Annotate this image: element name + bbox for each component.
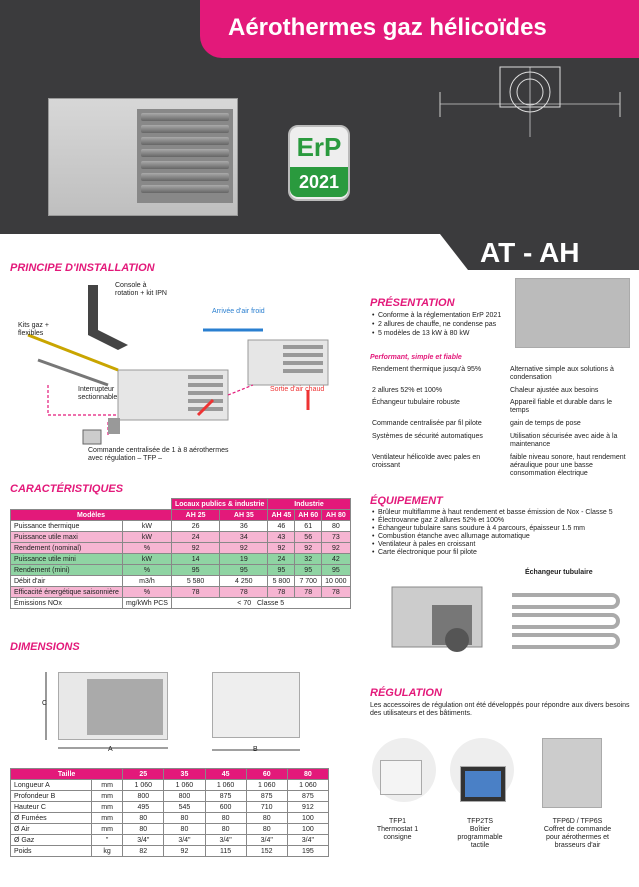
row-unit: %: [122, 565, 171, 576]
page-title: Aérothermes gaz hélicoïdes: [228, 14, 547, 41]
pair-right: Chaleur ajustée aux besoins: [510, 387, 599, 394]
presentation-title: PRÉSENTATION: [370, 297, 455, 309]
row-value: 78: [322, 587, 350, 598]
heater-photo: [48, 98, 238, 216]
row-value: 78: [268, 587, 295, 598]
row-value: 92: [268, 543, 295, 554]
reg-item-desc: Thermostat 1 consigne: [376, 826, 419, 841]
row-value: 92: [295, 543, 322, 554]
list-item: • Conforme à la réglementation ErP 2021: [372, 311, 512, 320]
row-value: 80: [246, 824, 287, 835]
table-row: [11, 554, 351, 565]
row-unit: mm: [91, 780, 122, 791]
label-console: Console à rotation + kit IPN: [115, 282, 167, 297]
row-value: 95: [171, 565, 219, 576]
row-label: Ø Fumées: [11, 813, 92, 824]
row-value: 42: [322, 554, 350, 565]
thermostat-shape: [380, 760, 422, 795]
row-label: Profondeur B: [11, 791, 92, 802]
row-value: 545: [164, 802, 205, 813]
row-value: 875: [287, 791, 328, 802]
row-value: 24: [268, 554, 295, 565]
size-header: Taille: [11, 769, 123, 780]
model-tab-corner: [440, 234, 468, 270]
reg-item-name: TFP2TS: [466, 818, 494, 825]
nox-value: < 70: [237, 599, 252, 607]
model-col: AH 35: [220, 510, 268, 521]
pair-right: Alternative simple aux solutions à condensation: [510, 366, 614, 381]
row-label: Rendement (nominal): [11, 543, 123, 554]
row-value: 95: [268, 565, 295, 576]
dim-label-b: B: [253, 746, 258, 753]
row-value: 800: [164, 791, 205, 802]
size-col: 35: [164, 769, 205, 780]
row-value: 3/4": [246, 835, 287, 846]
group2-header: Industrie: [268, 499, 350, 510]
row-value: 80: [246, 813, 287, 824]
model-col: AH 60: [295, 510, 322, 521]
row-unit: mm: [91, 813, 122, 824]
tfp6-photo: [542, 738, 602, 808]
table-row: [11, 521, 351, 532]
row-value: 100: [287, 824, 328, 835]
pair-left: 2 allures 52% et 100%: [372, 387, 443, 394]
dim-arrows: [40, 668, 310, 758]
size-col: 80: [287, 769, 328, 780]
row-label: Poids: [11, 846, 92, 857]
pair-right: faible niveau sonore, haut rendement aéraulique pour une basse consommation électrique: [510, 454, 626, 477]
equipement-bullets: [372, 509, 634, 557]
row-value: 912: [287, 802, 328, 813]
pair-right: Appareil fiable et durable dans le temps: [510, 399, 612, 414]
row-value: 3/4": [123, 835, 164, 846]
pair-left: Systèmes de sécurité automatiques: [372, 433, 483, 440]
table-row: [11, 835, 329, 846]
row-unit: mm: [91, 791, 122, 802]
row-value: 80: [123, 813, 164, 824]
nox-unit: mg/kWh PCS: [122, 598, 171, 609]
model-tab: [468, 234, 639, 270]
erp-label: ErP: [296, 132, 342, 162]
row-value: 80: [205, 813, 246, 824]
row-value: 1 060: [164, 780, 205, 791]
label-interrupteur: Interrupteur sectionnable: [78, 386, 118, 401]
screen-shape: [460, 766, 506, 802]
row-unit: ": [91, 835, 122, 846]
row-value: 80: [205, 824, 246, 835]
row-unit: mm: [91, 802, 122, 813]
dimensions-title: DIMENSIONS: [10, 641, 80, 653]
row-unit: %: [122, 587, 171, 598]
pair-right: Utilisation sécurisée avec aide à la maintenance: [510, 433, 618, 448]
row-value: 195: [287, 846, 328, 857]
row-value: 26: [171, 521, 219, 532]
regulation-title: RÉGULATION: [370, 687, 442, 699]
row-value: 3/4": [287, 835, 328, 846]
row-value: 495: [123, 802, 164, 813]
burner-photo: [372, 575, 632, 670]
row-value: 10 000: [322, 576, 350, 587]
row-value: 78: [295, 587, 322, 598]
size-col: 25: [123, 769, 164, 780]
row-value: 19: [220, 554, 268, 565]
row-value: 1 060: [205, 780, 246, 791]
row-value: 3/4": [205, 835, 246, 846]
row-value: 46: [268, 521, 295, 532]
table-row: [11, 780, 329, 791]
row-value: 80: [164, 824, 205, 835]
nox-label: Émissions NOx: [11, 598, 123, 609]
table-row: [11, 802, 329, 813]
label-commande: Commande centralisée de 1 à 8 aérothermes avec régulation – TFP –: [88, 447, 229, 462]
size-col: 60: [246, 769, 287, 780]
row-value: 95: [220, 565, 268, 576]
row-unit: %: [122, 543, 171, 554]
pair-right: gain de temps de pose: [510, 420, 581, 427]
row-value: 7 700: [295, 576, 322, 587]
pair-left: Commande centralisée par fil pilote: [372, 420, 482, 427]
reg-item-desc: Coffret de commande pour aérothermes et brasseurs d'air: [543, 826, 612, 849]
list-item: • Échangeur tubulaire sans soudure à 4 parcours, épaisseur 1.5 mm: [372, 525, 634, 533]
row-value: 1 060: [287, 780, 328, 791]
row-value: 875: [246, 791, 287, 802]
exchanger-photo: [515, 278, 630, 348]
model-col: AH 80: [322, 510, 350, 521]
row-value: 56: [295, 532, 322, 543]
row-value: 80: [164, 813, 205, 824]
row-value: 43: [268, 532, 295, 543]
reg-item-name: TFP1: [388, 818, 407, 825]
size-col: 45: [205, 769, 246, 780]
row-value: 5 800: [268, 576, 295, 587]
row-value: 36: [220, 521, 268, 532]
presentation-bullets: [372, 311, 512, 338]
row-value: 95: [295, 565, 322, 576]
row-value: 82: [123, 846, 164, 857]
table-row: [11, 587, 351, 598]
carac-title: CARACTÉRISTIQUES: [10, 483, 124, 495]
row-value: 600: [205, 802, 246, 813]
reg-item-desc: Boîtier programmable tactile: [457, 826, 503, 849]
row-unit: kg: [91, 846, 122, 857]
row-value: 92: [171, 543, 219, 554]
row-label: Puissance thermique: [11, 521, 123, 532]
row-value: 800: [123, 791, 164, 802]
dim-label-a: A: [108, 746, 113, 753]
table-row: [11, 576, 351, 587]
presentation-subtitle: Performant, simple et fiable: [370, 354, 462, 361]
dim-label-c: C: [42, 700, 48, 707]
equipement-title: ÉQUIPEMENT: [370, 495, 443, 507]
row-label: Rendement (mini): [11, 565, 123, 576]
row-value: 14: [171, 554, 219, 565]
row-value: 875: [205, 791, 246, 802]
row-value: 61: [295, 521, 322, 532]
row-value: 3/4": [164, 835, 205, 846]
row-value: 152: [246, 846, 287, 857]
pair-left: Ventilateur hélicoïde avec pales en croissant: [372, 454, 481, 469]
row-value: 80: [123, 824, 164, 835]
table-row: [11, 532, 351, 543]
group1-header: Locaux publics & industrie: [171, 499, 267, 510]
pair-left: Rendement thermique jusqu'à 95%: [372, 366, 482, 373]
row-value: 92: [322, 543, 350, 554]
erp-year: 2021: [290, 167, 348, 197]
table-row: [11, 846, 329, 857]
carac-table: [10, 498, 351, 609]
heater-grill: [137, 109, 233, 203]
row-unit: m3/h: [122, 576, 171, 587]
row-unit: mm: [91, 824, 122, 835]
dimensions-table: [10, 768, 329, 857]
model-col: AH 45: [268, 510, 295, 521]
table-row: [11, 565, 351, 576]
label-sortie: Sortie d'air chaud: [270, 386, 325, 393]
row-value: 34: [220, 532, 268, 543]
row-label: Hauteur C: [11, 802, 92, 813]
regulation-text: Les accessoires de régulation ont été développés pour répondre aux divers besoins des utilisateurs et des bâtiments.: [370, 702, 630, 717]
row-value: 115: [205, 846, 246, 857]
install-title: PRINCIPE D'INSTALLATION: [10, 262, 155, 274]
table-row: [11, 543, 351, 554]
row-label: Débit d'air: [11, 576, 123, 587]
row-value: 1 060: [246, 780, 287, 791]
row-label: Efficacité énergétique saisonnière: [11, 587, 123, 598]
row-value: 80: [322, 521, 350, 532]
row-value: 5 580: [171, 576, 219, 587]
row-label: Longueur A: [11, 780, 92, 791]
row-value: 78: [171, 587, 219, 598]
row-label: Puissance utile mini: [11, 554, 123, 565]
pair-left: Échangeur tubulaire robuste: [372, 399, 460, 406]
title-bar: [200, 0, 639, 58]
label-arrivee: Arrivée d'air froid: [212, 308, 265, 315]
label-kits: Kits gaz + flexibles: [18, 322, 49, 337]
models-header: Modèles: [11, 510, 172, 521]
reg-item-name: TFP6D / TFP6S: [552, 818, 603, 825]
list-item: • 5 modèles de 13 kW à 80 kW: [372, 329, 512, 338]
row-label: Ø Air: [11, 824, 92, 835]
table-row: [11, 824, 329, 835]
row-value: 32: [295, 554, 322, 565]
row-unit: kW: [122, 554, 171, 565]
model-col: AH 25: [171, 510, 219, 521]
list-item: • 2 allures de chauffe, ne condense pas: [372, 320, 512, 329]
fan-drawing-icon: [430, 62, 630, 142]
list-item: • Ventilateur à pales en croissant: [372, 541, 634, 549]
row-value: 95: [322, 565, 350, 576]
list-item: • Carte électronique pour fil pilote: [372, 549, 634, 557]
row-value: 710: [246, 802, 287, 813]
nox-classe: Classe 5: [256, 599, 285, 607]
presentation-pairs: [372, 366, 632, 496]
row-label: Puissance utile maxi: [11, 532, 123, 543]
row-unit: kW: [122, 521, 171, 532]
row-value: 92: [164, 846, 205, 857]
model-name: AT - AH: [480, 237, 580, 268]
list-item: • Combustion étanche avec allumage automatique: [372, 533, 634, 541]
row-value: 4 250: [220, 576, 268, 587]
row-value: 78: [220, 587, 268, 598]
row-label: Ø Gaz: [11, 835, 92, 846]
echangeur-label: Échangeur tubulaire: [525, 569, 593, 576]
row-value: 1 060: [123, 780, 164, 791]
table-row: [11, 791, 329, 802]
row-value: 24: [171, 532, 219, 543]
list-item: • Électrovanne gaz 2 allures 52% et 100%: [372, 517, 634, 525]
row-value: 100: [287, 813, 328, 824]
table-row: [11, 813, 329, 824]
erp-badge: [288, 125, 350, 201]
list-item: • Brûleur multiflamme à haut rendement et basse émission de Nox - Classe 5: [372, 509, 634, 517]
install-diagram: [8, 275, 358, 475]
row-value: 92: [220, 543, 268, 554]
row-unit: kW: [122, 532, 171, 543]
row-value: 73: [322, 532, 350, 543]
